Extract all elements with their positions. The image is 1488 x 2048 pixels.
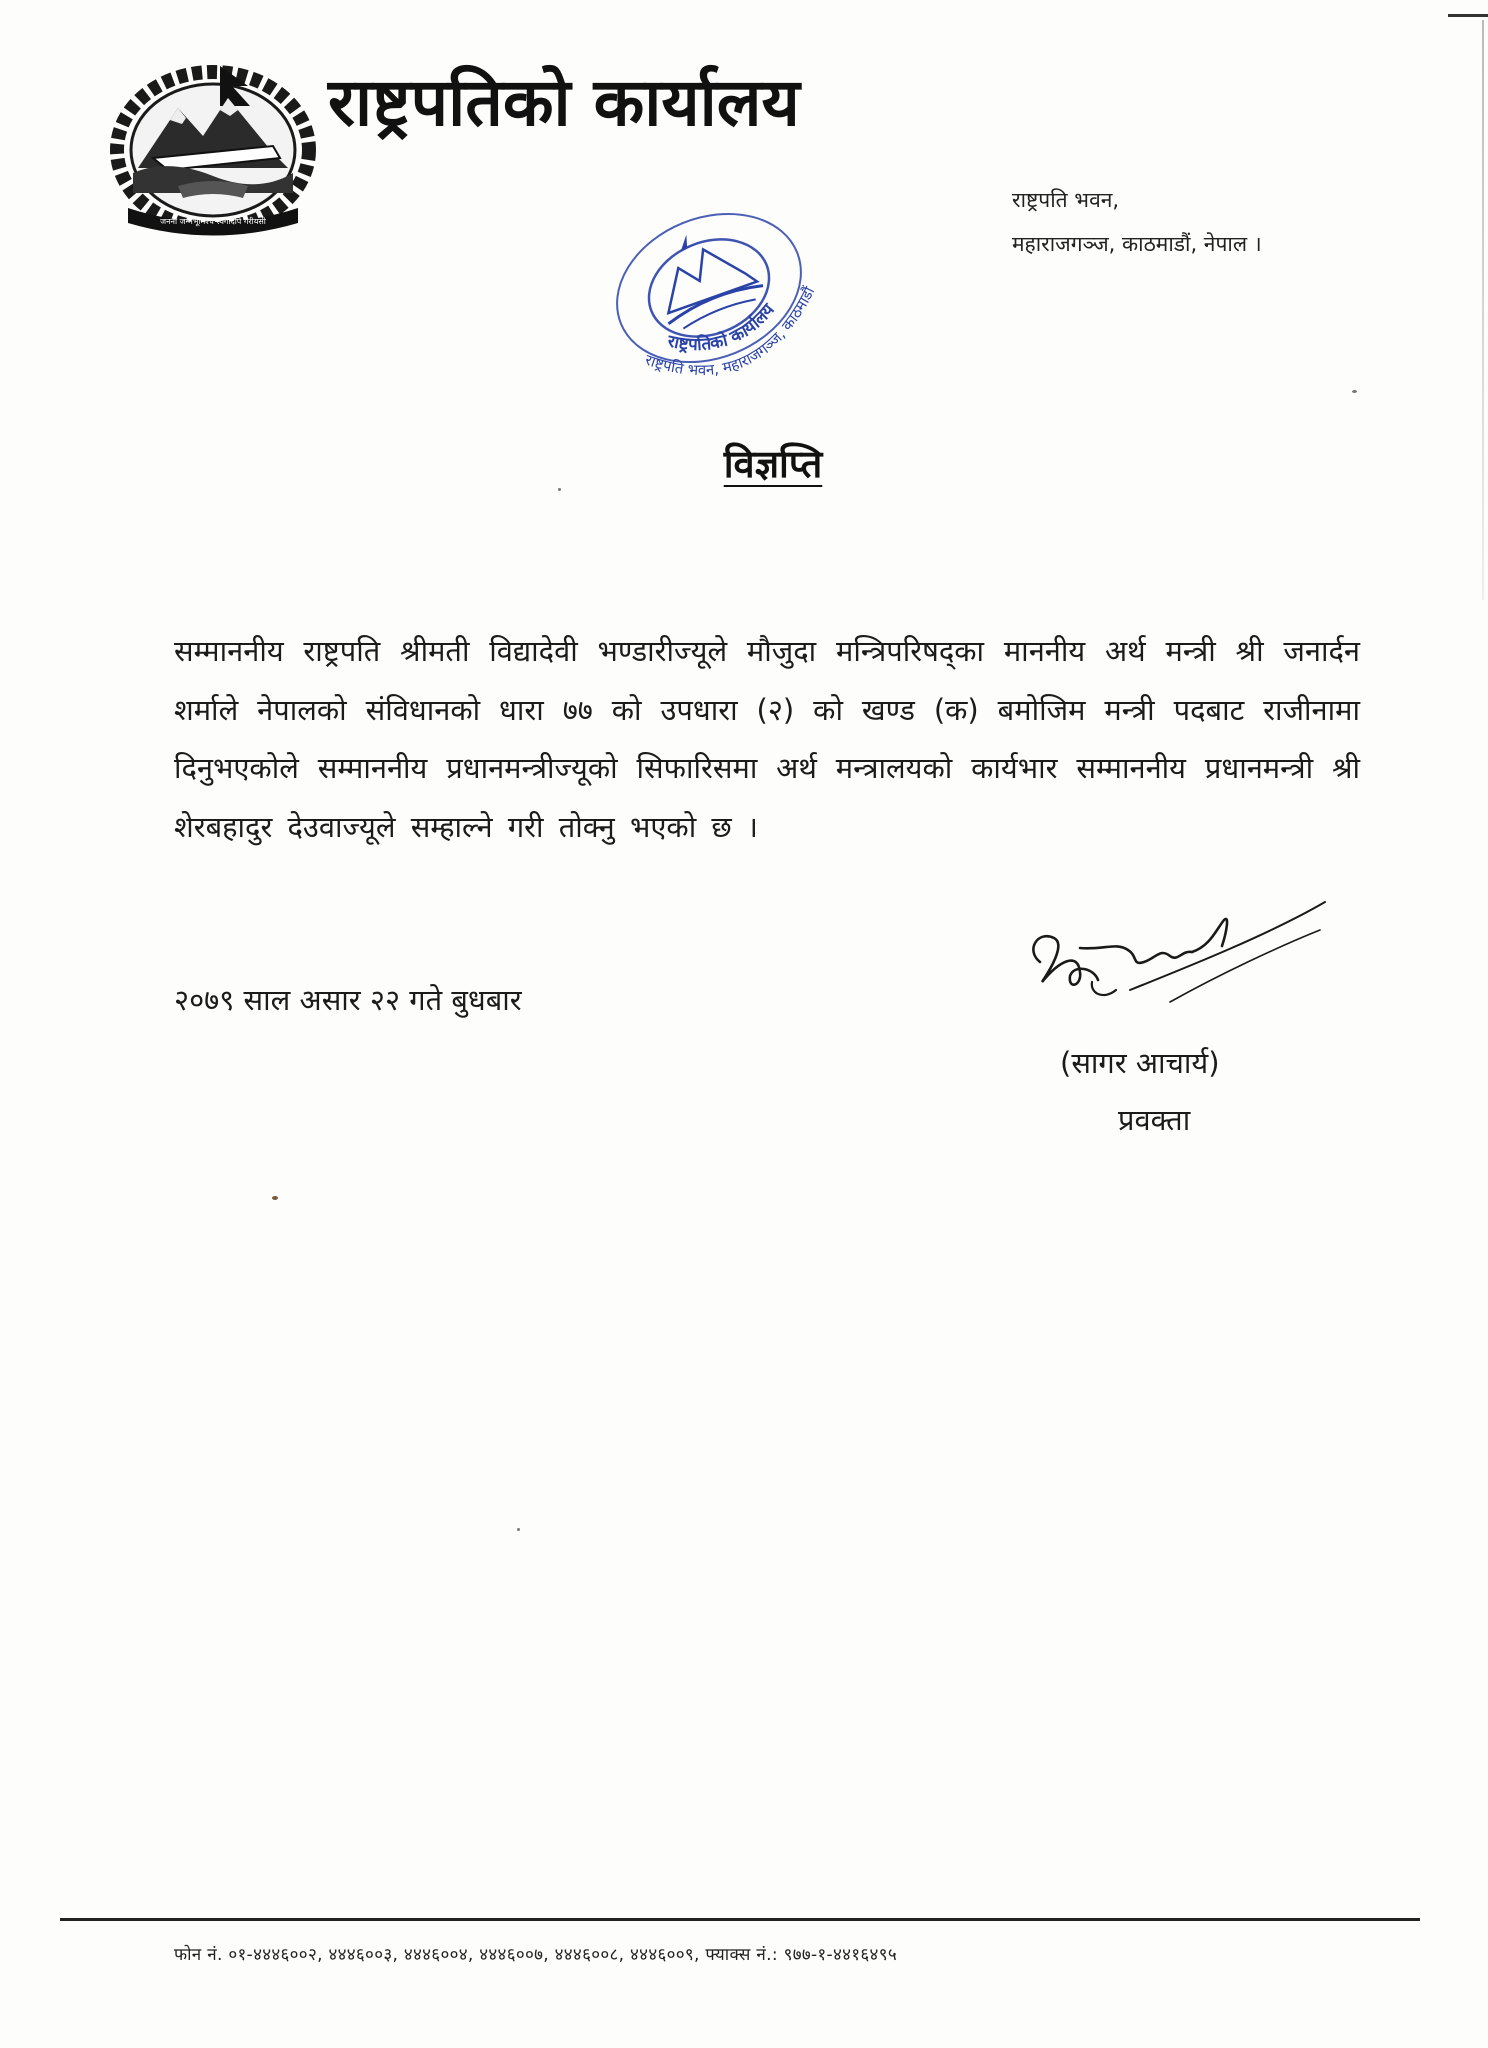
stamp-text: राष्ट्रपतिको कार्यालय: [665, 300, 779, 356]
scan-artifact-edge: [1482, 20, 1484, 600]
notice-body: सम्माननीय राष्ट्रपति श्रीमती विद्यादेवी भण्डारीज्यूले मौजुदा मन्त्रिपरिषद्का माननीय अर्थ मन्त्री श्री जनार्दन शर्माले नेपालको संविधानको धारा ७७ को उपधारा (२) को खण्ड (क) बमोजिम मन्त्री पदबाट राजीनामा दिनुभएकोले सम्माननीय प्रधानमन्त्रीज्यूको सिफारिसमा अर्थ मन्त्रालयको कार्यभार सम्माननीय प्रधानमन्त्री श्री शेरबहादुर देउवाज्यूले सम्हाल्ने गरी तोक्नु भएको छ ।: [174, 634, 1360, 844]
office-title: राष्ट्रपतिको कार्यालय: [328, 64, 800, 141]
footer-contact: फोन नं. ०१-४४४६००२, ४४४६००३, ४४४६००४, ४४४६००७, ४४४६००८, ४४४६००९, फ्याक्स नं.: ९७७-१-४४१६४९५: [174, 1945, 897, 1965]
address-line-2: महाराजगञ्ज, काठमाडौं, नेपाल ।: [1012, 232, 1262, 256]
emblem-motto: जननी जन्मभूमिश्च स्वर्गादपि गरीयसी: [160, 217, 266, 226]
scan-speck: [558, 488, 561, 491]
scan-speck: [517, 1528, 520, 1531]
scan-speck: [1352, 390, 1357, 393]
stamp-subtext: राष्ट्रपति भवन, महाराजगञ्ज, काठमाडौं: [642, 283, 819, 380]
notice-date: २०७९ साल असार २२ गते बुधबार: [174, 983, 522, 1017]
notice-title: [0, 437, 1488, 489]
notice-title-text: विज्ञप्ति: [723, 442, 823, 486]
official-stamp: [578, 188, 840, 388]
signatory-name: (सागर आचार्य): [1060, 1046, 1220, 1080]
footer-divider: [60, 1918, 1420, 1921]
scan-artifact-line: [1448, 14, 1488, 17]
address-line-1: राष्ट्रपति भवन,: [1012, 188, 1120, 212]
scan-speck: [272, 1196, 278, 1200]
office-address: [1012, 178, 1262, 266]
national-emblem-icon: [108, 58, 318, 238]
handwritten-signature: [1020, 890, 1350, 1030]
signatory-role: प्रवक्ता: [1118, 1103, 1191, 1137]
